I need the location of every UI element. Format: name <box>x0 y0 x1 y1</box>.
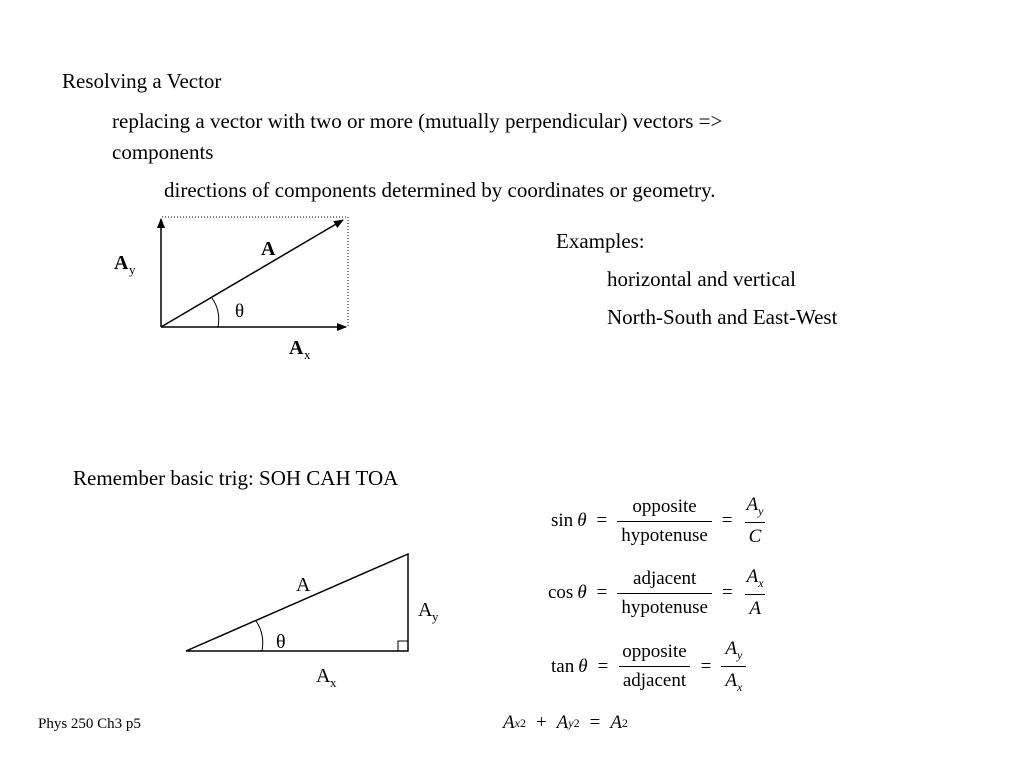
equals-sign: = <box>721 510 733 531</box>
ratio-fraction <box>617 496 712 547</box>
angle-arc <box>212 298 219 327</box>
adjacent-subscript: x <box>330 675 337 690</box>
denominator: C <box>745 522 766 548</box>
footer-label: Phys 250 Ch3 p5 <box>38 716 141 732</box>
denominator: $A_x$ <box>721 666 746 695</box>
equals-sign: = <box>597 655 609 677</box>
numerator: adjacent <box>633 567 697 589</box>
triangle-outline <box>186 554 408 651</box>
y-subscript: y <box>568 715 574 730</box>
right-triangle-diagram <box>180 548 450 698</box>
function-name: cos <box>548 582 574 603</box>
x-component-label: A <box>289 337 304 359</box>
ratio-fraction <box>618 641 690 692</box>
opposite-label: A <box>418 599 433 621</box>
magnitude-term: A <box>610 712 622 733</box>
vector-a-label: A <box>261 238 276 260</box>
theta-symbol: θ <box>577 582 587 603</box>
plus-sign: + <box>535 712 547 733</box>
x-term: A <box>503 712 515 733</box>
symbol-fraction <box>721 638 746 695</box>
equals-sign: = <box>589 712 601 733</box>
pythagorean-formula <box>503 712 628 734</box>
denominator: A <box>745 594 765 620</box>
slide-title: Resolving a Vector <box>62 69 222 93</box>
y-exponent: 2 <box>573 715 580 730</box>
denominator: hypotenuse <box>617 593 712 619</box>
x-component-subscript: x <box>304 347 311 362</box>
tangent-formula <box>551 638 746 695</box>
theta-symbol: θ <box>578 655 588 677</box>
y-term: A <box>556 712 569 733</box>
function-name: sin <box>551 510 574 531</box>
vector-components-diagram <box>100 205 360 375</box>
equals-sign: = <box>721 582 733 603</box>
example-item: horizontal and vertical <box>607 267 796 291</box>
cosine-formula <box>548 566 768 620</box>
equals-sign: = <box>596 510 608 531</box>
sine-formula <box>551 494 767 548</box>
numerator: $A_x$ <box>746 566 764 590</box>
examples-heading: Examples: <box>556 229 645 253</box>
adjacent-label: A <box>316 665 331 687</box>
definition-line-continued: components <box>112 140 214 164</box>
x-exponent: 2 <box>519 715 526 730</box>
magnitude-exponent: 2 <box>621 715 628 730</box>
hypotenuse-label: A <box>296 574 311 596</box>
numerator: opposite <box>632 495 697 517</box>
right-angle-marker <box>398 641 408 651</box>
angle-label: θ <box>235 301 245 322</box>
equals-sign: = <box>596 582 608 603</box>
directions-line: directions of components determined by coordinates or geometry. <box>164 178 716 202</box>
opposite-subscript: y <box>432 609 439 624</box>
equals-sign: = <box>700 655 712 677</box>
y-component-label: A <box>114 252 129 274</box>
denominator: hypotenuse <box>617 521 712 547</box>
denominator: adjacent <box>619 666 690 692</box>
symbol-fraction <box>743 494 768 548</box>
y-component-subscript: y <box>129 262 136 277</box>
example-item: North-South and East-West <box>607 305 838 329</box>
ratio-fraction <box>617 568 712 619</box>
symbol-fraction <box>743 566 768 620</box>
definition-line: replacing a vector with two or more (mutually perpendicular) vectors => <box>112 109 723 133</box>
numerator: $A_y$ <box>725 638 743 662</box>
angle-label: θ <box>276 631 286 653</box>
theta-symbol: θ <box>577 510 587 531</box>
trig-heading: Remember basic trig: SOH CAH TOA <box>73 466 399 490</box>
x-subscript: x <box>514 715 520 730</box>
numerator: opposite <box>622 641 687 662</box>
numerator: $A_y$ <box>746 494 764 518</box>
function-name: tan <box>551 655 575 677</box>
angle-arc <box>256 621 263 651</box>
vector-a-arrow <box>161 220 343 327</box>
